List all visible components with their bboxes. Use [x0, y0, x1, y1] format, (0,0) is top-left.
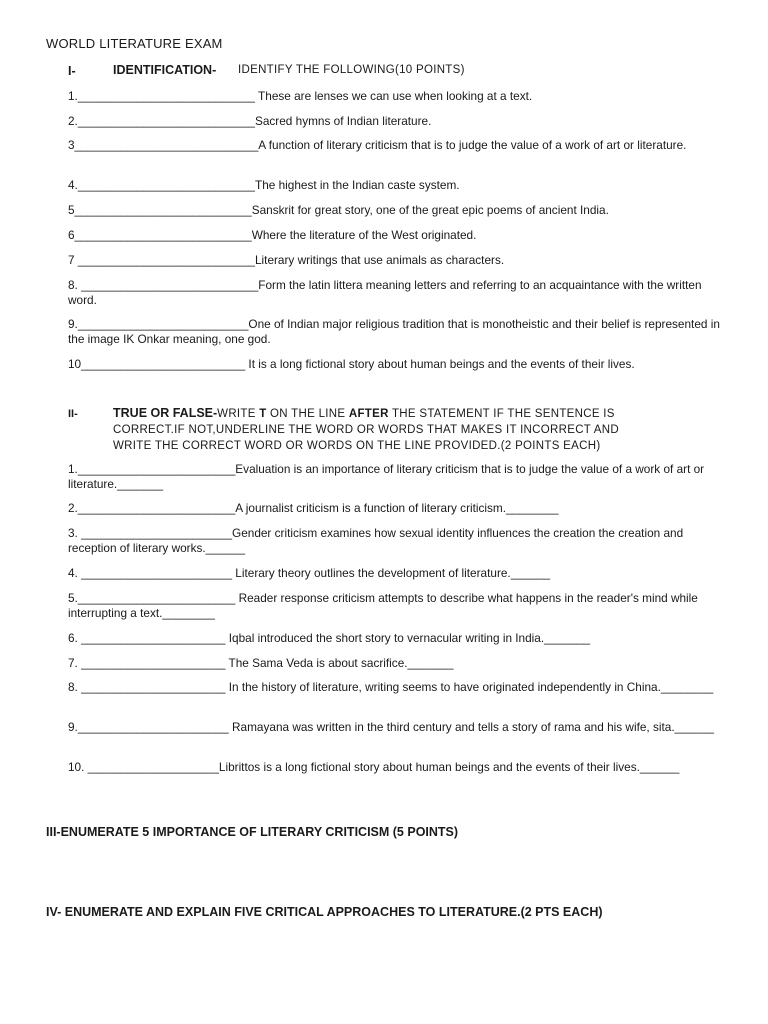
identification-item-2: 2.___________________________Sacred hymns of Indian literature.	[68, 114, 432, 128]
section-2-instr-pre: WRITE	[217, 408, 260, 420]
section-2-instr-t: T	[259, 408, 267, 420]
identification-item-9: 9.__________________________One of Indian major religious tradition that is monotheistic and their belief is represented in the image IK Onkar meaning, one god.	[68, 317, 724, 346]
section-4-heading: IV- ENUMERATE AND EXPLAIN FIVE CRITICAL APPROACHES TO LITERATURE.(2 PTS EACH)	[46, 905, 603, 919]
section-1-label: IDENTIFICATION-	[113, 63, 217, 77]
true-false-item-10: 10. ____________________Librittos is a long fictional story about human beings and the events of their lives.______	[68, 760, 680, 774]
section-2-instr-mid: ON THE LINE	[266, 408, 349, 420]
section-2-instr-line3: WRITE THE CORRECT WORD OR WORDS ON THE LINE PROVIDED.(2 POINTS EACH)	[113, 440, 601, 452]
true-false-item-9: 9._______________________ Ramayana was written in the third century and tells a story of rama and his wife, sita.______	[68, 720, 714, 734]
section-2-instr-rest: THE STATEMENT IF THE SENTENCE IS	[388, 408, 615, 420]
section-3-heading: III-ENUMERATE 5 IMPORTANCE OF LITERARY CRITICISM (5 POINTS)	[46, 825, 459, 839]
section-1-number: I-	[68, 64, 76, 78]
true-false-item-8: 8. ______________________ In the history of literature, writing seems to have originated independently in China.________	[68, 680, 714, 694]
identification-item-6: 6___________________________Where the literature of the West originated.	[68, 228, 477, 242]
identification-item-10: 10_________________________ It is a long fictional story about human beings and the events of their lives.	[68, 357, 635, 371]
section-2-instruction	[113, 406, 723, 454]
true-false-item-5: 5.________________________ Reader response criticism attempts to describe what happens in the reader's mind while interrupting a text.________	[68, 591, 702, 620]
true-false-item-6: 6. ______________________ Iqbal introduced the short story to vernacular writing in India._______	[68, 631, 591, 645]
true-false-item-3: 3. _______________________Gender criticism examines how sexual identity influences the creation the creation and reception of literary works.______	[68, 526, 687, 555]
identification-item-8: 8. ___________________________Form the latin littera meaning letters and referring to an acquaintance with the written word.	[68, 278, 705, 307]
identification-item-5: 5___________________________Sanskrit for great story, one of the great epic poems of ancient India.	[68, 203, 609, 217]
section-2-number: II-	[68, 408, 78, 420]
true-false-item-2: 2.________________________A journalist criticism is a function of literary criticism.________	[68, 501, 559, 515]
section-2-instr-after: AFTER	[348, 408, 389, 420]
section-1-instruction: IDENTIFY THE FOLLOWING(10 POINTS)	[238, 64, 465, 76]
identification-item-3: 3____________________________A function of literary criticism that is to judge the value of a work of art or literature.	[68, 138, 687, 152]
identification-item-1: 1.___________________________ These are lenses we can use when looking at a text.	[68, 89, 533, 103]
section-2-label: TRUE OR FALSE-	[113, 406, 218, 420]
true-false-item-4: 4. _______________________ Literary theory outlines the development of literature.______	[68, 566, 551, 580]
identification-item-4: 4.___________________________The highest in the Indian caste system.	[68, 178, 460, 192]
true-false-item-1: 1.________________________Evaluation is an importance of literary criticism that is to judge the value of a work of art or literature._______	[68, 462, 708, 491]
true-false-item-7: 7. ______________________ The Sama Veda is about sacrifice._______	[68, 656, 454, 670]
identification-item-7: 7 ___________________________Literary writings that use animals as characters.	[68, 253, 505, 267]
section-2-instr-line2: CORRECT.IF NOT,UNDERLINE THE WORD OR WORDS THAT MAKES IT INCORRECT AND	[113, 424, 619, 436]
exam-title: WORLD LITERATURE EXAM	[46, 36, 223, 51]
